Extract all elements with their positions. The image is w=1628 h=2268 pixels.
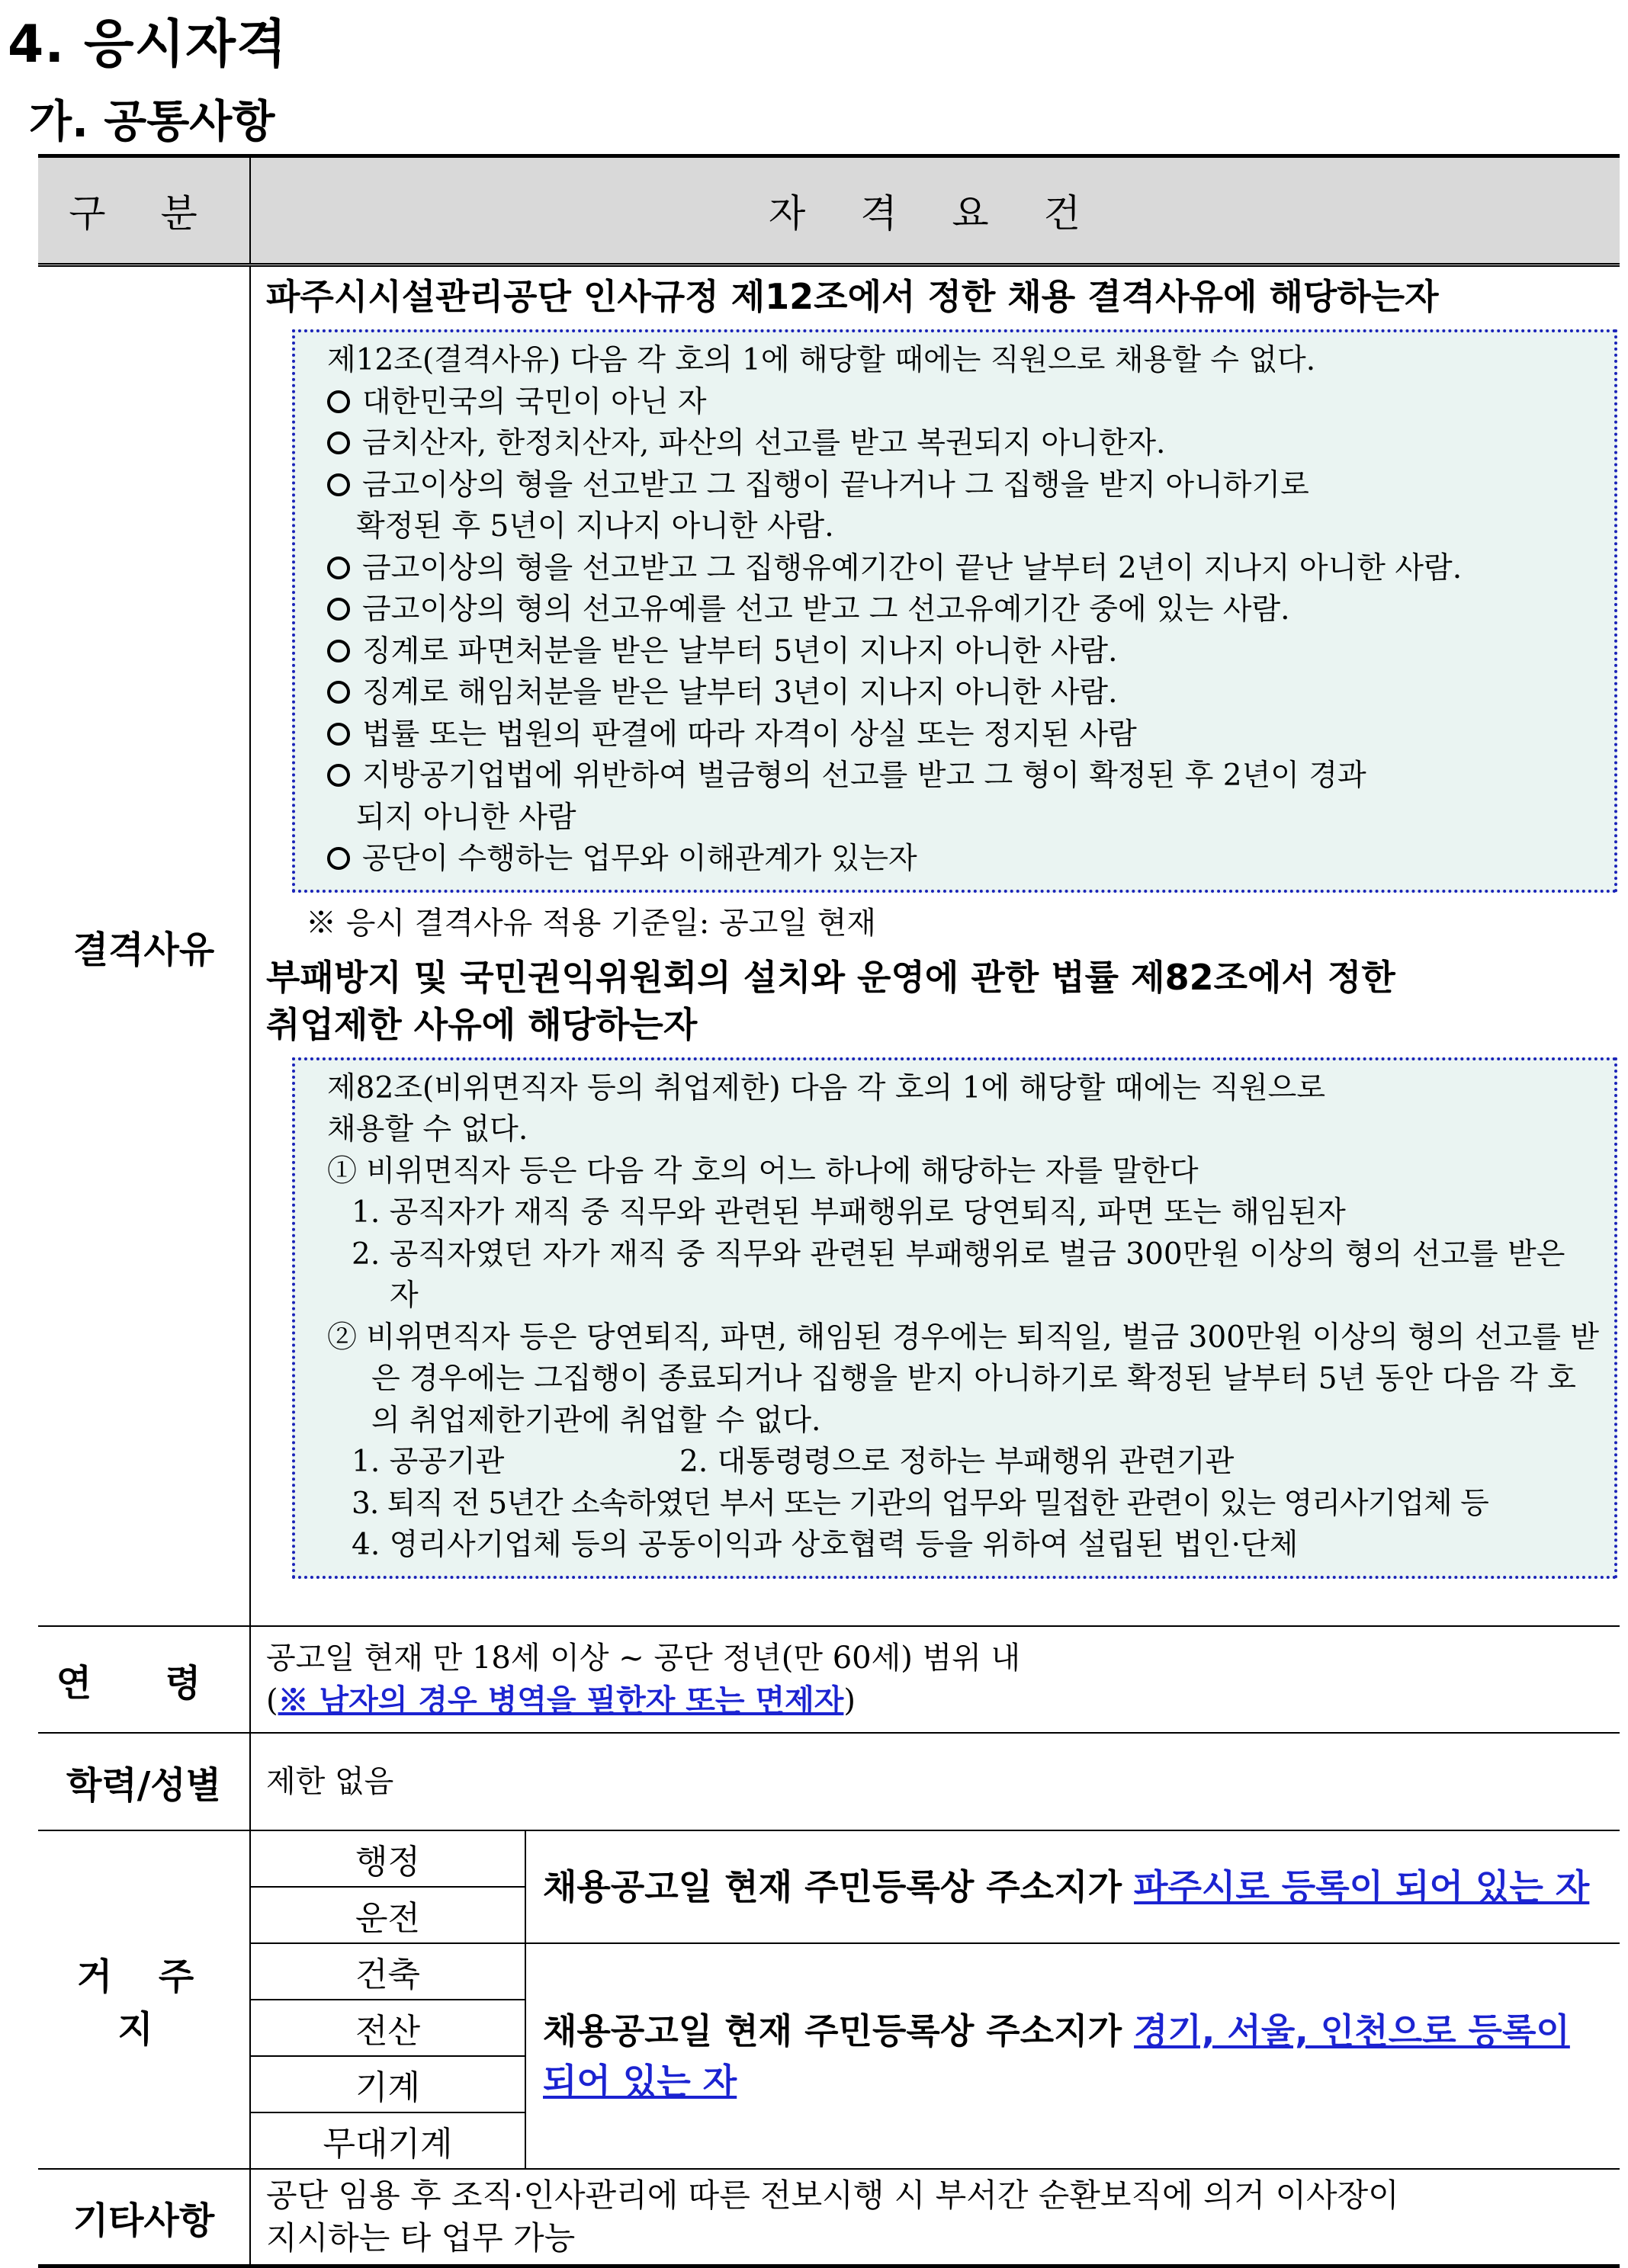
- list-item-continuation: 확정된 후 5년이 지나지 아니한 사람.: [356, 509, 834, 544]
- article-82-para-1-item-2: 2. 공직자였던 자가 재직 중 직무와 관련된 부패행위로 벌금 300만원 이상의 형의 선고를 받은 자: [352, 1237, 1565, 1313]
- list-item: 금고이상의 형의 선고유예를 선고 받고 그 선고유예기간 중에 있는 사람.: [327, 589, 1601, 631]
- circle-bullet-icon: [327, 681, 350, 704]
- circle-bullet-icon: [327, 598, 350, 621]
- residence-req-metro: 채용공고일 현재 주민등록상 주소지가 경기, 서울, 인천으로 등록이 되어 있는 자: [543, 2010, 1570, 2102]
- article-82-para-1: ① 비위면직자 등은 다음 각 호의 어느 하나에 해당하는 자를 말한다: [327, 1153, 1199, 1189]
- disqual-heading-2: 부패방지 및 국민권익위원회의 설치와 운영에 관한 법률 제82조에서 정한 취업제한 사유에 해당하는자: [266, 956, 1395, 1045]
- article-82-title: 제82조(비위면직자 등의 취업제한) 다음 각 호의 1에 해당할 때에는 직원으로 채용할 수 없다.: [327, 1070, 1325, 1147]
- label-residence: 거 주 지: [38, 1830, 250, 2169]
- residence-subtable: [251, 1831, 1620, 2168]
- row-other: [38, 2169, 1620, 2266]
- list-item: 징계로 파면처분을 받은 날부터 5년이 지나지 아니한 사람.: [327, 631, 1601, 673]
- list-item: 금치산자, 한정치산자, 파산의 선고를 받고 복권되지 아니한자.: [327, 423, 1601, 465]
- circle-bullet-icon: [327, 473, 350, 496]
- circle-bullet-icon: [327, 640, 350, 662]
- other-line-2: 지시하는 타 업무 가능: [266, 2219, 576, 2257]
- row-residence: [38, 1830, 1620, 2169]
- residence-req-paju: 채용공고일 현재 주민등록상 주소지가 파주시로 등록이 되어 있는 자: [525, 1831, 1620, 1943]
- article-12-title: 제12조(결격사유) 다음 각 호의 1에 해당할 때에는 직원으로 채용할 수 없다.: [327, 343, 1316, 377]
- label-other: 기타사항: [38, 2169, 250, 2266]
- article-12-box: [292, 329, 1617, 893]
- sub-stage-mechanical: 무대기계: [251, 2112, 525, 2168]
- sub-mechanical: 기계: [251, 2056, 525, 2112]
- sub-architecture: 건축: [251, 1943, 525, 2000]
- label-age: 연 령: [38, 1626, 250, 1733]
- row-disqualification: [38, 265, 1620, 1627]
- circle-bullet-icon: [327, 847, 350, 870]
- article-82-para-1-item-1: 1. 공직자가 재직 중 직무와 관련된 부패행위로 당연퇴직, 파면 또는 해임된자: [352, 1195, 1346, 1230]
- list-item: 금고이상의 형을 선고받고 그 집행이 끝나거나 그 집행을 받지 아니하기로: [327, 465, 1601, 507]
- list-item: 법률 또는 법원의 판결에 따라 자격이 상실 또는 정지된 사람: [327, 714, 1601, 756]
- circle-bullet-icon: [327, 723, 350, 746]
- section-title: 4. 응시자격: [8, 14, 287, 75]
- other-line-1: 공단 임용 후 조직·인사관리에 따른 전보시행 시 부서간 순환보직에 의거 이사장이: [266, 2177, 1399, 2214]
- row-education-gender: [38, 1733, 1620, 1830]
- qualification-table: [38, 154, 1620, 2268]
- article-82-para-2-item-4: 4. 영리사기업체 등의 공동이익과 상호협력 등을 위하여 설립된 법인·단체: [352, 1528, 1299, 1562]
- sub-computing: 전산: [251, 2000, 525, 2056]
- circle-bullet-icon: [327, 390, 350, 413]
- age-line-1: 공고일 현재 만 18세 이상 ~ 공단 정년(만 60세) 범위 내: [266, 1641, 1021, 1676]
- label-education-gender: 학력/성별: [38, 1733, 250, 1830]
- article-82-para-2: ② 비위면직자 등은 당연퇴직, 파면, 해임된 경우에는 퇴직일, 벌금 300만원 이상의 형의 선고를 받은 경우에는 그집행이 종료되거나 집행을 받지 아니하기로 확정된 날부터 5년 동안 다음 각 호의 취업제한기관에 취업할 수 없다.: [327, 1320, 1600, 1438]
- header-category: 구 분: [38, 156, 250, 265]
- list-item: 대한민국의 국민이 아닌 자: [327, 382, 1601, 424]
- sub-driving: 운전: [251, 1887, 525, 1943]
- age-line-2: (※ 남자의 경우 병역을 필한자 또는 면제자): [266, 1683, 856, 1718]
- circle-bullet-icon: [327, 431, 350, 454]
- list-item: 금고이상의 형을 선고받고 그 집행유예기간이 끝난 날부터 2년이 지나지 아니한 사람.: [327, 548, 1601, 590]
- list-item: 징계로 해임처분을 받은 날부터 3년이 지나지 아니한 사람.: [327, 672, 1601, 714]
- table-header-row: [38, 156, 1620, 265]
- circle-bullet-icon: [327, 557, 350, 579]
- education-gender-value: 제한 없음: [250, 1733, 1620, 1830]
- disqual-heading-1: 파주시시설관리공단 인사규정 제12조에서 정한 채용 결격사유에 해당하는자: [266, 276, 1439, 317]
- disqual-note: ※ 응시 결격사유 적용 기준일: 공고일 현재: [306, 905, 877, 941]
- row-age: [38, 1626, 1620, 1733]
- list-item: 지방공기업법에 위반하여 벌금형의 선고를 받고 그 형이 확정된 후 2년이 경과: [327, 755, 1601, 797]
- sub-admin: 행정: [251, 1831, 525, 1887]
- article-82-para-2-items-1-2: 1. 공공기관 2. 대통령령으로 정하는 부패행위 관련기관: [352, 1445, 1235, 1479]
- label-disqualification: 결격사유: [38, 265, 250, 1627]
- military-note: ※ 남자의 경우 병역을 필한자 또는 면제자: [278, 1683, 844, 1718]
- list-item-continuation: 되지 아니한 사람: [356, 800, 576, 835]
- list-item: 공단이 수행하는 업무와 이해관계가 있는자: [327, 839, 1601, 881]
- article-82-para-2-item-3: 3. 퇴직 전 5년간 소속하였던 부서 또는 기관의 업무와 밀접한 관련이 있는 영리사기업체 등: [352, 1486, 1488, 1521]
- subsection-title: 가. 공통사항: [29, 95, 275, 147]
- article-82-box: [292, 1057, 1617, 1579]
- circle-bullet-icon: [327, 764, 350, 787]
- header-requirements: 자 격 요 건: [250, 156, 1620, 265]
